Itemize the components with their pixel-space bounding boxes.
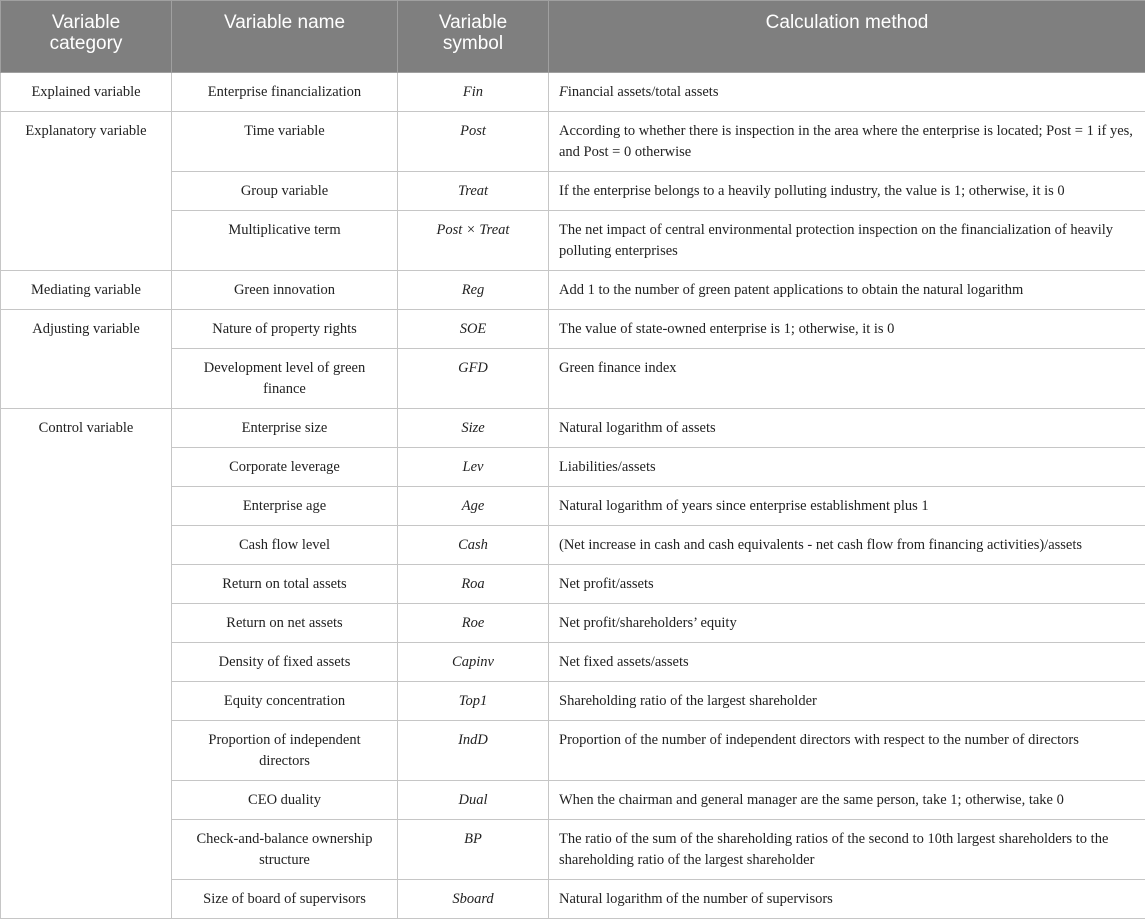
table-row <box>1 781 1145 820</box>
calculation-method-cell: Net profit/assets <box>549 565 1145 604</box>
header-row <box>1 1 1145 73</box>
header-category-line-1: Variable <box>9 12 163 33</box>
calculation-method-cell: If the enterprise belongs to a heavily polluting industry, the value is 1; otherwise, it is 0 <box>549 172 1145 211</box>
header-category-line-2: category <box>9 33 163 54</box>
method-text: inancial assets/total assets <box>568 84 719 100</box>
calculation-method-cell: Net profit/shareholders’ equity <box>549 604 1145 643</box>
table-body <box>1 73 1145 919</box>
category-cell: Mediating variable <box>1 271 172 310</box>
calculation-method-cell: When the chairman and general manager are the same person, take 1; otherwise, take 0 <box>549 781 1145 820</box>
table-row <box>1 643 1145 682</box>
variable-name-cell: Density of fixed assets <box>172 643 398 682</box>
header-symbol-line-2: symbol <box>406 33 540 54</box>
variable-name-cell: Nature of property rights <box>172 310 398 349</box>
table-row <box>1 526 1145 565</box>
category-cell: Control variable <box>1 409 172 919</box>
table-row <box>1 211 1145 271</box>
table-row <box>1 73 1145 112</box>
variable-symbol-cell: Treat <box>398 172 549 211</box>
calculation-method-cell: Add 1 to the number of green patent applications to obtain the natural logarithm <box>549 271 1145 310</box>
variable-name-cell: Enterprise size <box>172 409 398 448</box>
header-variable-name: Variable name <box>172 1 398 73</box>
calculation-method-cell: Natural logarithm of years since enterprise establishment plus 1 <box>549 487 1145 526</box>
variable-name-cell: Time variable <box>172 112 398 172</box>
calculation-method-cell: Proportion of the number of independent directors with respect to the number of directors <box>549 721 1145 781</box>
variable-symbol-cell: Lev <box>398 448 549 487</box>
variable-symbol-cell: Fin <box>398 73 549 112</box>
variable-name-cell: Enterprise age <box>172 487 398 526</box>
calculation-method-cell: Net fixed assets/assets <box>549 643 1145 682</box>
variable-symbol-cell: Sboard <box>398 880 549 919</box>
variable-name-cell: Green innovation <box>172 271 398 310</box>
variable-symbol-cell: BP <box>398 820 549 880</box>
calculation-method-cell: The net impact of central environmental protection inspection on the financialization of heavily polluting enterprises <box>549 211 1145 271</box>
method-italic-initial: F <box>559 84 568 100</box>
header-variable-symbol <box>398 1 549 73</box>
table-row <box>1 271 1145 310</box>
variable-symbol-cell: Cash <box>398 526 549 565</box>
calculation-method-cell: Natural logarithm of the number of supervisors <box>549 880 1145 919</box>
variable-symbol-cell: SOE <box>398 310 549 349</box>
variable-name-cell: Development level of green finance <box>172 349 398 409</box>
calculation-method-cell: Natural logarithm of assets <box>549 409 1145 448</box>
calculation-method-cell: Shareholding ratio of the largest shareholder <box>549 682 1145 721</box>
variable-name-cell: Proportion of independent directors <box>172 721 398 781</box>
variable-symbol-cell: Post <box>398 112 549 172</box>
table-row <box>1 448 1145 487</box>
header-variable-category <box>1 1 172 73</box>
table-row <box>1 820 1145 880</box>
header-symbol-line-1: Variable <box>406 12 540 33</box>
variable-symbol-cell: Top1 <box>398 682 549 721</box>
variable-name-cell: Corporate leverage <box>172 448 398 487</box>
variable-symbol-cell: Post × Treat <box>398 211 549 271</box>
calculation-method-cell: The value of state-owned enterprise is 1; otherwise, it is 0 <box>549 310 1145 349</box>
category-cell: Adjusting variable <box>1 310 172 409</box>
variable-name-cell: Equity concentration <box>172 682 398 721</box>
category-cell: Explained variable <box>1 73 172 112</box>
table-row <box>1 604 1145 643</box>
variable-symbol-cell: Size <box>398 409 549 448</box>
header-calculation-method: Calculation method <box>549 1 1145 73</box>
variable-name-cell: CEO duality <box>172 781 398 820</box>
table-row <box>1 880 1145 919</box>
variable-symbol-cell: Capinv <box>398 643 549 682</box>
table-row <box>1 310 1145 349</box>
variable-name-cell: Group variable <box>172 172 398 211</box>
calculation-method-cell: According to whether there is inspection in the area where the enterprise is located; Post = 1 if yes, and Post = 0 otherwise <box>549 112 1145 172</box>
table-header <box>1 1 1145 73</box>
variable-symbol-cell: Age <box>398 487 549 526</box>
calculation-method-cell: Liabilities/assets <box>549 448 1145 487</box>
variable-name-cell: Size of board of supervisors <box>172 880 398 919</box>
table-row <box>1 409 1145 448</box>
calculation-method-cell <box>549 73 1145 112</box>
category-cell: Explanatory variable <box>1 112 172 271</box>
table-row <box>1 487 1145 526</box>
table-row <box>1 682 1145 721</box>
variable-symbol-cell: GFD <box>398 349 549 409</box>
variable-symbol-cell: Roa <box>398 565 549 604</box>
variable-name-cell: Multiplicative term <box>172 211 398 271</box>
variable-name-cell: Return on net assets <box>172 604 398 643</box>
calculation-method-cell: The ratio of the sum of the shareholding ratios of the second to 10th largest shareholders to the shareholding ratio of the largest shareholder <box>549 820 1145 880</box>
variable-name-cell: Cash flow level <box>172 526 398 565</box>
variable-name-cell: Enterprise financialization <box>172 73 398 112</box>
table-row <box>1 349 1145 409</box>
variable-symbol-cell: Dual <box>398 781 549 820</box>
table-row <box>1 721 1145 781</box>
variable-symbol-cell: Reg <box>398 271 549 310</box>
calculation-method-cell: (Net increase in cash and cash equivalents - net cash flow from financing activities)/assets <box>549 526 1145 565</box>
calculation-method-cell: Green finance index <box>549 349 1145 409</box>
variable-name-cell: Return on total assets <box>172 565 398 604</box>
variable-name-cell: Check-and-balance ownership structure <box>172 820 398 880</box>
table-row <box>1 112 1145 172</box>
variable-symbol-cell: Roe <box>398 604 549 643</box>
table-row <box>1 172 1145 211</box>
variable-symbol-cell: IndD <box>398 721 549 781</box>
table-row <box>1 565 1145 604</box>
